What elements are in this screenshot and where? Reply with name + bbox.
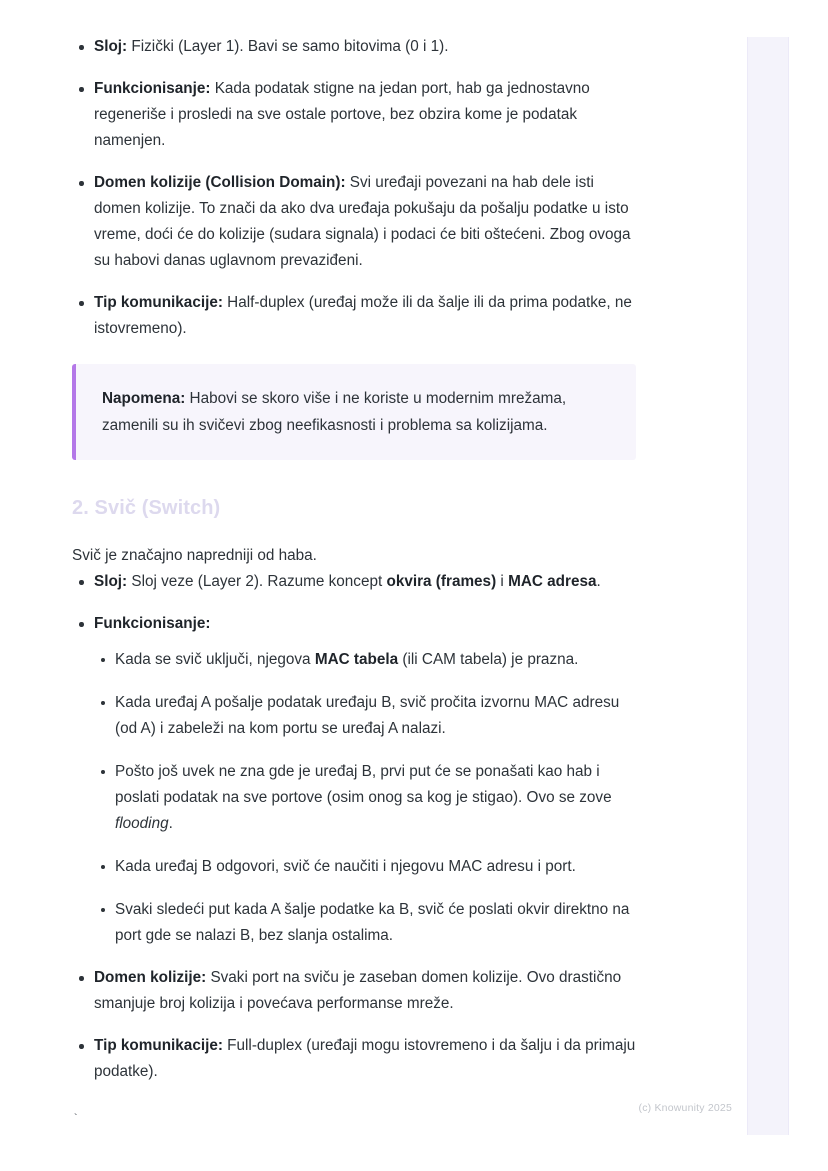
bullet-text: Svaki port na sviču je zaseban domen kolizije. Ovo drastično smanjuje broj kolizija i povećava performanse mreže. [94,969,622,1012]
section-lead-paragraph: Svič je značajno napredniji od haba. [72,547,317,564]
list-item [72,611,644,949]
bullet-emphasis: okvira (frames) [386,573,497,590]
bullet-text: Kada podatak stigne na jedan port, hab ga jednostavno regeneriše i prosledi na sve ostale portove, bez obzira kome je podatak namenjen. [94,80,590,149]
bullet-label: Domen kolizije (Collision Domain): [94,174,346,191]
note-text: Habovi se skoro više i ne koriste u modernim mrežama, zamenili su ih svičevi zbog neefikasnosti i problema sa kolizijama. [102,390,567,434]
bullet-label: Sloj: [94,573,128,590]
bullet-text: i [496,573,509,590]
sub-bullet-text: Kada uređaj B odgovori, svič će naučiti i njegovu MAC adresu i port. [115,858,576,875]
switch-sub-bullet-list [94,647,644,949]
bullet-text: Half-duplex (uređaj može ili da šalje ili da prima podatke, ne istovremeno). [94,294,632,337]
sub-bullet-text: Svaki sledeći put kada A šalje podatke ka B, svič će poslati okvir direktno na port gde se nalazi B, bez slanja ostalima. [115,901,630,944]
document-content [72,34,644,1127]
list-item [94,759,644,837]
list-item [72,170,644,274]
note-callout [72,364,636,460]
list-item [72,76,644,154]
sub-bullet-text: Pošto još uvek ne zna gde je uređaj B, prvi put će se ponašati kao hab i poslati podatak na sve portove (osim onog sa kog je stigao). Ovo se zove [115,763,612,806]
sub-bullet-text: Kada uređaj A pošalje podatak uređaju B, svič pročita izvornu MAC adresu (od A) i zabeleži na kom portu se uređaj A nalazi. [115,694,620,737]
list-item [72,965,644,1017]
list-item [72,290,644,342]
list-item [94,854,644,880]
bullet-label: Funkcionisanje: [94,615,211,632]
hub-bullet-list [72,34,644,342]
sub-bullet-text: Kada se svič uključi, njegova [115,651,315,668]
bullet-text: Sloj veze (Layer 2). Razume koncept [127,573,387,590]
sub-bullet-emphasis: MAC tabela [314,651,399,668]
bullet-label: Domen kolizije: [94,969,207,986]
sub-bullet-text: (ili CAM tabela) je prazna. [398,651,579,668]
right-margin-strip [747,37,789,1135]
bullet-label: Tip komunikacije: [94,294,223,311]
sub-bullet-text: . [168,815,173,832]
sub-bullet-italic-term: flooding [115,815,169,832]
list-item [94,690,644,742]
bullet-text: . [596,573,601,590]
bullet-text: Full-duplex (uređaji mogu istovremeno i da šalju i da primaju podatke). [94,1037,636,1080]
list-item [72,569,644,595]
footer-copyright: (c) Knowunity 2025 [638,1102,732,1114]
bullet-label: Tip komunikacije: [94,1037,223,1054]
switch-bullet-list [72,569,644,1085]
list-item [94,647,644,673]
bullet-label: Funkcionisanje: [94,80,211,97]
list-item [94,897,644,949]
stray-backtick: ` [72,1112,80,1126]
list-item [72,34,644,60]
bullet-text: Svi uređaji povezani na hab dele isti domen kolizije. To znači da ako dva uređaja pokušaju da pošalju podatke u isto vreme, doći će do kolizije (sudara signala) i podaci će biti oštećeni. Zbog ovoga su habovi danas uglavnom prevaziđeni. [94,174,631,269]
bullet-label: Sloj: [94,38,128,55]
note-callout-paragraph [102,385,612,439]
bullet-emphasis: MAC adresa [508,573,597,590]
bullet-text: Fizički (Layer 1). Bavi se samo bitovima (0 i 1). [127,38,449,55]
note-label: Napomena: [102,390,186,407]
section-heading-switch: 2. Svič (Switch) [72,497,221,519]
list-item [72,1033,644,1085]
